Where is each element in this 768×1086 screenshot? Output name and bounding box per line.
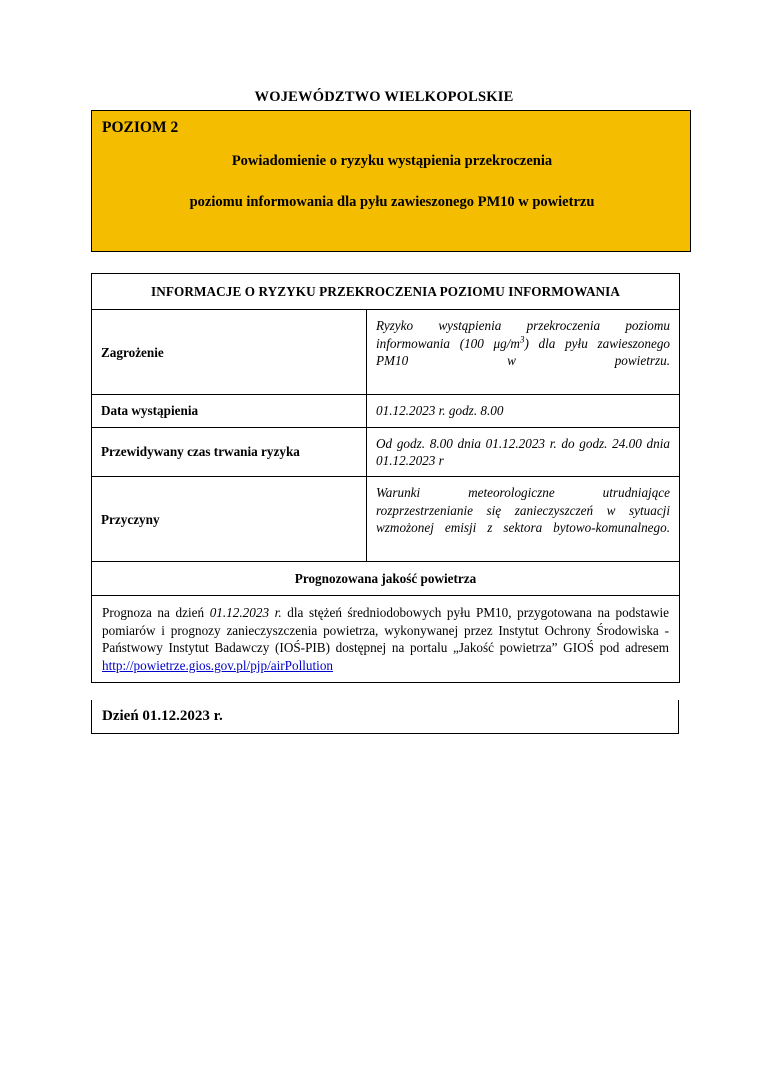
forecast-paragraph <box>92 596 680 683</box>
table-row <box>92 596 680 683</box>
hazard-unit-exponent: 3 <box>519 334 525 345</box>
row-value-causes: Warunki meteorologiczne utrudniające rozprzestrzenianie się zanieczyszczeń w sytuacji wzmożonej emisji z sektora bytowo-komunalnego. <box>367 477 680 562</box>
row-value-duration: Od godz. 8.00 dnia 01.12.2023 r. do godz. 24.00 dnia 01.12.2023 r <box>367 427 680 477</box>
row-value-date: 01.12.2023 r. godz. 8.00 <box>367 395 680 427</box>
air-quality-portal-link[interactable]: http://powietrze.gios.gov.pl/pjp/airPollution <box>102 657 334 673</box>
forecast-text-part1: Prognoza na dzień <box>102 605 210 621</box>
alert-level-label: POZIOM 2 <box>102 119 179 136</box>
row-label-duration: Przewidywany czas trwania ryzyka <box>92 427 367 477</box>
table-header-label: INFORMACJE O RYZYKU PRZEKROCZENIA POZIOMU INFORMOWANIA <box>92 274 680 310</box>
row-value-hazard <box>367 310 680 395</box>
hazard-text-post: ) dla pyłu zawieszonego PM10 w powietrzu. <box>376 335 671 369</box>
table-header-row <box>92 274 680 310</box>
table-row <box>92 477 680 562</box>
day-row-clip <box>91 700 679 735</box>
row-label-causes: Przyczyny <box>92 477 367 562</box>
alert-banner <box>91 110 691 252</box>
alert-headline-line2: poziomu informowania dla pyłu zawieszonego PM10 w powietrzu <box>189 194 595 210</box>
row-label-date: Data wystąpienia <box>92 395 367 427</box>
forecast-date: 01.12.2023 r. <box>209 605 282 621</box>
day-table <box>91 700 679 734</box>
forecast-text-part2: dla stężeń średniodobowych pyłu PM10, przygotowana na podstawie pomiarów i prognozy zanieczyszczenia powietrza, wykonywanej przez Instytut Ochrony Środowiska - Państwowy Instytut Badawczy (IOŚ-PIB) dostępnej na portalu „Jakość powietrza” GIOŚ pod adresem <box>102 605 670 656</box>
day-label: Dzień 01.12.2023 r. <box>92 700 679 734</box>
page-title: WOJEWÓDZTWO WIELKOPOLSKIE <box>254 89 514 105</box>
table-row <box>92 310 680 395</box>
table-subheader-row <box>92 562 680 596</box>
table-row <box>92 427 680 477</box>
alert-headline-line1: Powiadomienie o ryzyku wystąpienia przekroczenia <box>231 153 553 169</box>
hazard-text-pre: Ryzyko wystąpienia przekroczenia poziomu informowania (100 μg/m <box>376 318 671 351</box>
forecast-header-label: Prognozowana jakość powietrza <box>92 562 680 596</box>
table-row <box>92 395 680 427</box>
row-label-hazard: Zagrożenie <box>92 310 367 395</box>
information-table <box>91 273 680 683</box>
table-row <box>92 700 679 734</box>
